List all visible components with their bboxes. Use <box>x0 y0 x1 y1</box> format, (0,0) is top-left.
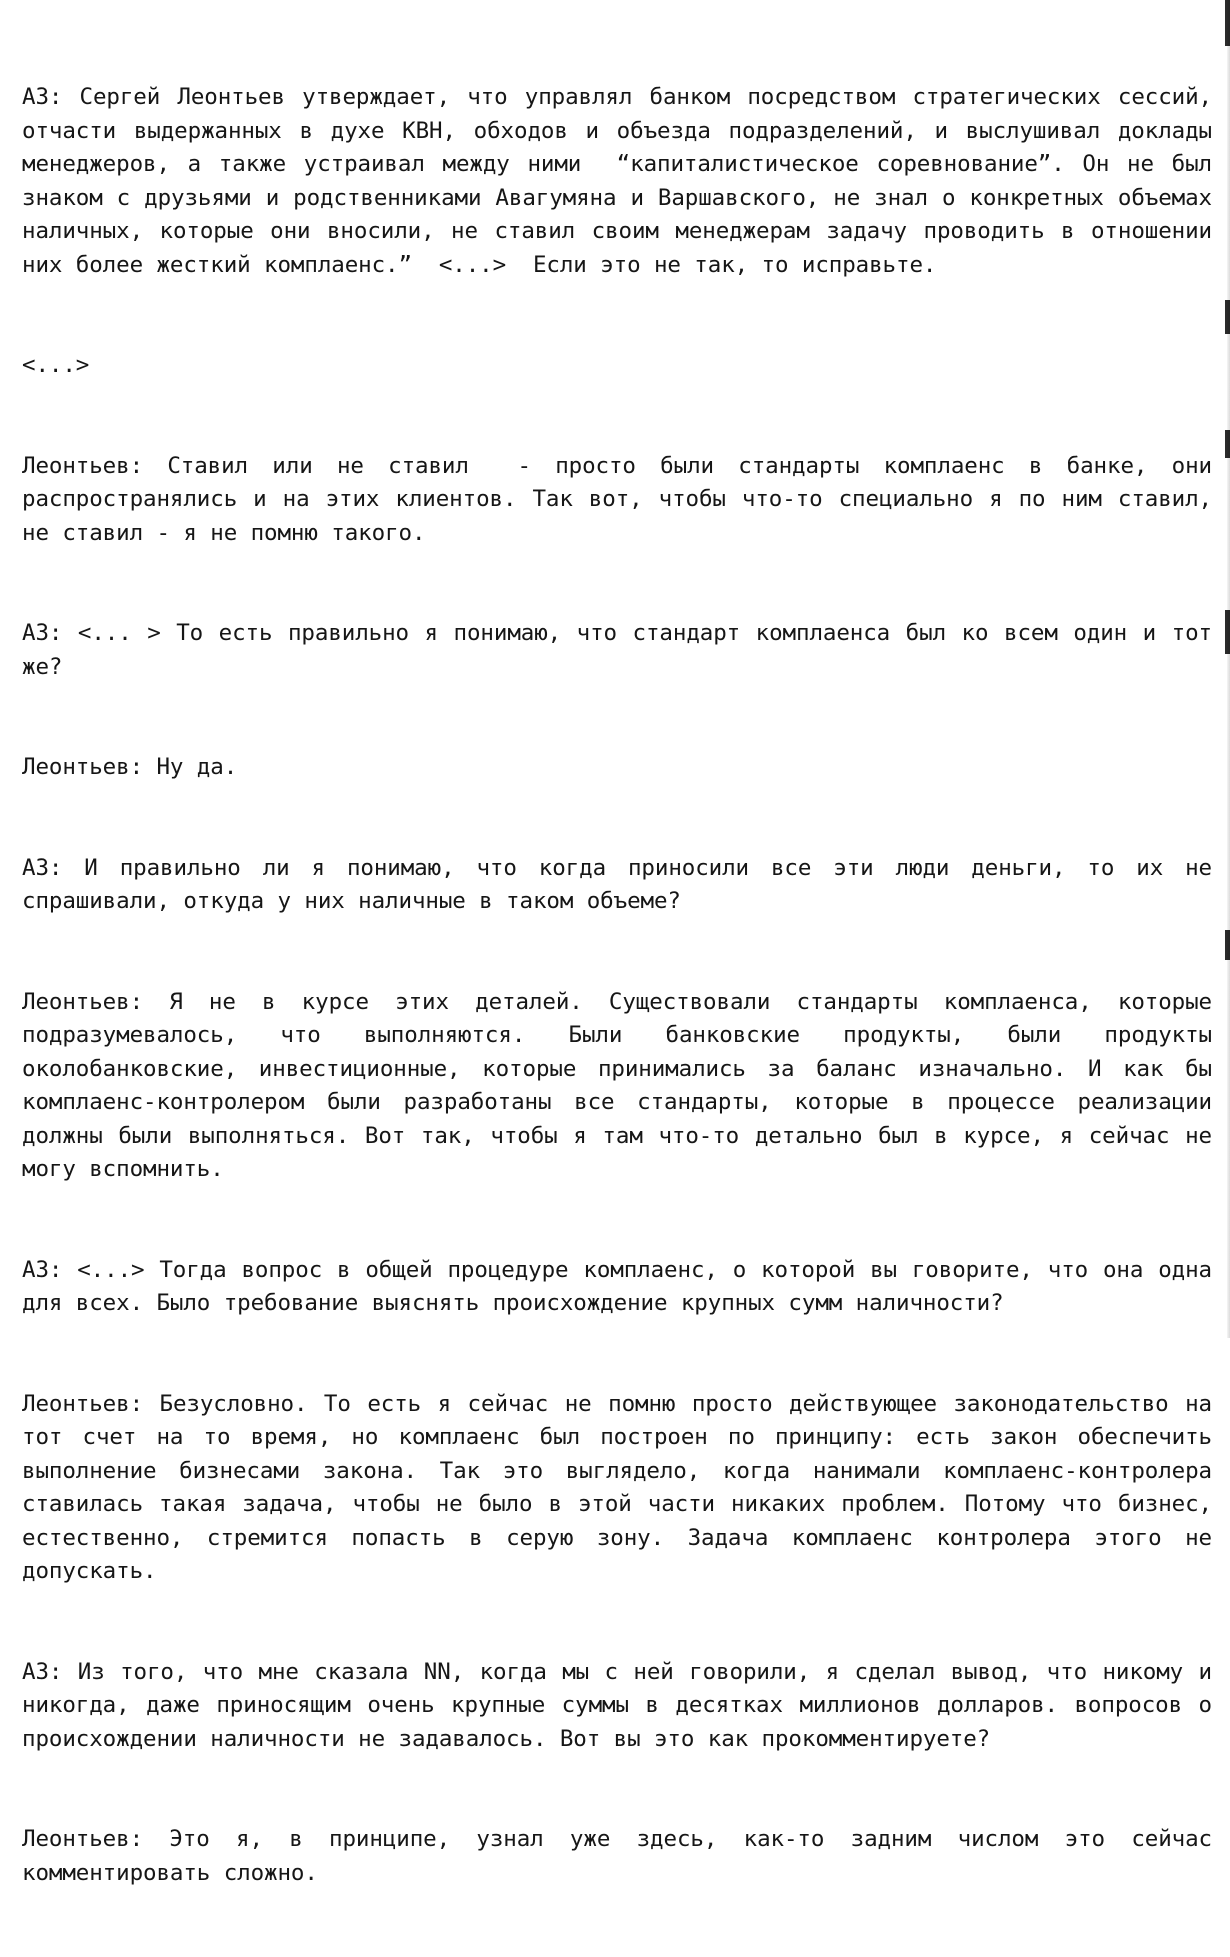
transcript-paragraph: Леонтьев: Ставил или не ставил - просто были стандарты комплаенс в банке, они распространялись и на этих клиентов. Так вот, чтобы что-то специально я по ним ставил, не ставил - я не помню такого. <box>22 452 1226 546</box>
transcript-paragraph: <...> <box>22 352 90 378</box>
transcript-paragraph: Леонтьев: Безусловно. То есть я сейчас не помню просто действующее законодательство на тот счет на то время, но комплаенс был построен по принципу: есть закон обеспечить выполнение бизнесами закона. Так это выглядело, когда нанимали комплаенс-контролера ставилась такая задача, чтобы не было в этой части никаких проблем. Потому что бизнес, естественно, стремится попасть в серую зону. Задача комплаенс контролера этого не допускать. <box>22 1390 1226 1584</box>
transcript-paragraph: АЗ: Из того, что мне сказала NN, когда мы с ней говорили, я сделал вывод, что никому и никогда, даже приносящим очень крупные суммы в десятках миллионов долларов. вопросов о происхождении наличности не задавалось. Вот вы это как прокомментируете? <box>22 1658 1226 1752</box>
transcript-paragraph: Леонтьев: Я не в курсе этих деталей. Существовали стандарты комплаенса, которые подразумевалось, что выполняются. Были банковские продукты, были продукты околобанковские, инвестиционные, которые принимались за баланс изначально. И как бы комплаенс-контролером были разработаны все стандарты, которые в процессе реализации должны были выполняться. Вот так, чтобы я там что-то детально был в курсе, я сейчас не могу вспомнить. <box>22 988 1226 1182</box>
transcript-body <box>22 14 1226 1957</box>
transcript-paragraph: АЗ: <... > То есть правильно я понимаю, что стандарт комплаенса был ко всем один и тот же? <box>22 620 1226 680</box>
transcript-paragraph: Леонтьев: Ну да. <box>22 754 238 780</box>
transcript-paragraph: АЗ: <...> Тогда вопрос в общей процедуре комплаенс, о которой вы говорите, что она одна для всех. Было требование выяснять происхождение крупных сумм наличности? <box>22 1256 1226 1316</box>
transcript-paragraph: АЗ: Сергей Леонтьев утверждает, что управлял банком посредством стратегических сессий, отчасти выдержанных в духе КВН, обходов и объезда подразделений, и выслушивал доклады менеджеров, а также устраивал между ними “капиталистическое соревнование”. Он не был знаком с друзьями и родственниками Авагумяна и Варшавского, не знал о конкретных объемах наличных, которые они вносили, не ставил своим менеджерам задачу проводить в отношении них более жесткий комплаенс.” <...> Если это не так, то исправьте. <box>22 84 1226 278</box>
transcript-paragraph: АЗ: И правильно ли я понимаю, что когда приносили все эти люди деньги, то их не спрашивали, откуда у них наличные в таком объеме? <box>22 854 1226 914</box>
transcript-paragraph: Леонтьев: Это я, в принципе, узнал уже здесь, как-то задним числом это сейчас комментировать сложно. <box>22 1826 1226 1886</box>
